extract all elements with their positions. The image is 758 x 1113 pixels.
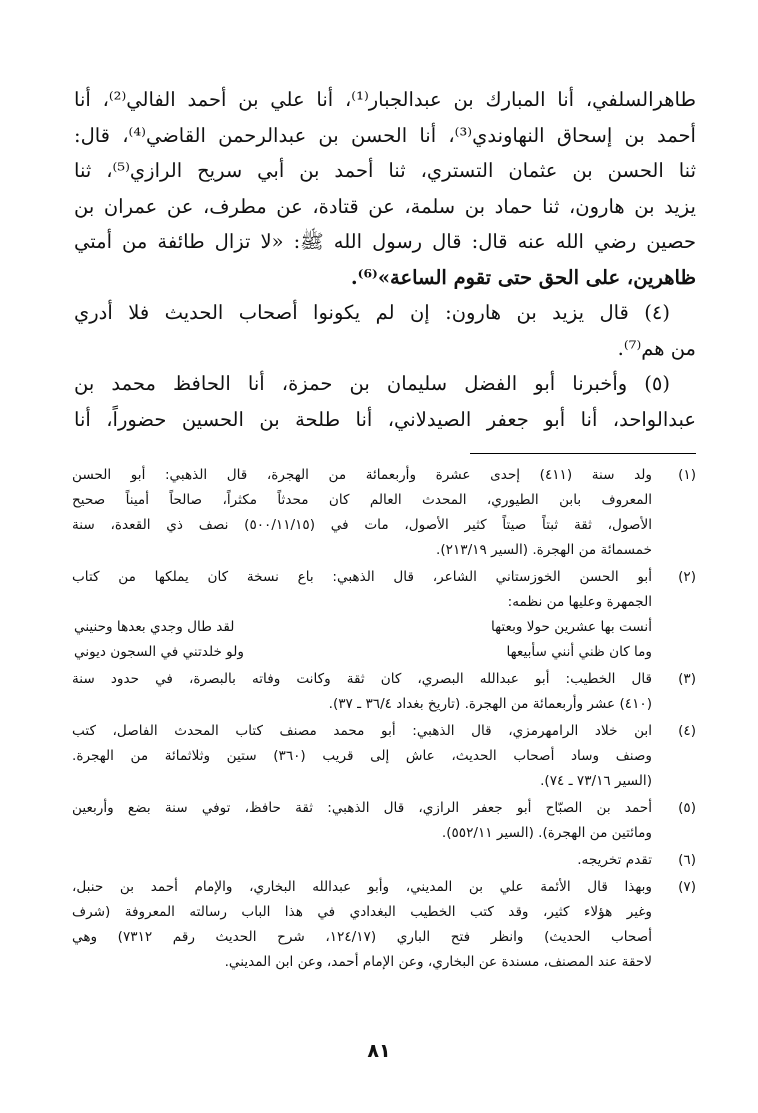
footnote-line: وبهذا قال الأئمة علي بن المديني، وأبو عبدالله البخاري، والإمام أحمد بن حنبل، xyxy=(72,879,652,895)
main-line: طاهرالسلفي، أنا المبارك بن عبدالجبار⁽¹⁾، أنا علي بن أحمد الفالي⁽²⁾، أنا xyxy=(74,88,696,111)
main-line: ثنا الحسن بن عثمان التستري، ثنا أحمد بن أبي سريح الرازي⁽⁵⁾، ثنا xyxy=(74,159,696,182)
footnote-2 xyxy=(72,565,696,665)
footnote-line: الأصول، ثقة ثبتاً صيتاً كثير الأصول، مات في (٥٠٠/١١/١٥) نصف ذي القعدة، سنة xyxy=(72,517,653,533)
footnote-line: خمسمائة من الهجرة. (السير ٢١٣/١٩). xyxy=(436,542,652,558)
footnote-number: (١) xyxy=(678,467,696,483)
footnote-line: ومائتين من الهجرة). (السير ٥٥٢/١١). xyxy=(441,825,652,841)
paragraph-4-line: (٤) قال يزيد بن هارون: إن لم يكونوا أصحاب الحديث فلا أدري xyxy=(74,301,670,324)
footnote-number: (٢) xyxy=(678,569,696,585)
footnote-line: تقدم تخريجه. xyxy=(577,852,652,868)
footnote-line: ابن خلاد الرامهرمزي، قال الذهبي: أبو محمد مصنف كتاب المحدث الفاصل، كتب xyxy=(72,723,652,739)
footnote-separator xyxy=(470,453,696,454)
footnote-line: وغير هؤلاء كثير، وقد كتب الخطيب البغدادي في هذا الباب رسالته المعروفة (شرف xyxy=(72,904,652,920)
main-line: حصين رضي الله عنه قال: قال رسول الله ﷺ: «لا تزال طائفة من أمتي xyxy=(74,230,696,253)
poem-verse xyxy=(72,615,652,640)
footnote-body xyxy=(72,463,652,563)
footnote-3 xyxy=(72,667,696,717)
footnote-number: (٧) xyxy=(678,879,696,895)
verse-second-hemistich: لقد طال وجدي بعدها وحنيني xyxy=(74,619,235,635)
footnote-1 xyxy=(72,463,696,563)
footnote-4 xyxy=(72,719,696,794)
footnote-number: (٣) xyxy=(678,671,696,687)
footnote-body xyxy=(72,848,652,873)
footnote-line: أصحاب الحديث) وانظر فتح الباري (١٢٤/١٧، شرح الحديث رقم ٧٣١٢) وهي xyxy=(72,929,652,945)
footnote-line: وصنف وساد أصحاب الحديث، عاش إلى قريب (٣٦٠) ستين وثلاثمائة من الهجرة. xyxy=(72,748,652,764)
footnote-body xyxy=(72,667,652,717)
paragraph-4-line: من هم⁽⁷⁾. xyxy=(617,336,696,360)
main-line: ظاهرين، على الحق حتى تقوم الساعة»⁽⁶⁾. xyxy=(350,265,696,289)
footnote-line: ولد سنة (٤١١) إحدى عشرة وأربعمائة من الهجرة، قال الذهبي: أبو الحسن xyxy=(72,467,652,483)
footnote-line: أحمد بن الصبّاح أبو جعفر الرازي، قال الذهبي: ثقة حافظ، توفي سنة بضع وأربعين xyxy=(72,800,652,816)
footnote-5 xyxy=(72,796,696,846)
footnote-body xyxy=(72,796,652,846)
page-number: ٨١ xyxy=(367,1040,391,1062)
footnote-line: قال الخطيب: أبو عبدالله البصري، كان ثقة وكانت وفاته بالبصرة، في حدود سنة xyxy=(72,671,652,687)
verse-first-hemistich: وما كان ظني أنني سأبيعها xyxy=(506,644,652,660)
footnote-line: المعروف بابن الطيوري، المحدث العالم كان محدثاً مكثراً، صالحاً أميناً صحيح xyxy=(72,492,652,508)
footnote-body xyxy=(72,565,652,665)
main-line: أحمد بن إسحاق النهاوندي⁽³⁾، أنا الحسن بن عبدالرحمن القاضي⁽⁴⁾، قال: xyxy=(74,123,696,147)
poem-verse xyxy=(72,640,652,665)
footnote-number: (٥) xyxy=(678,800,696,816)
footnote-line: أبو الحسن الخوزستاني الشاعر، قال الذهبي: باع نسخة كان يملكها من كتاب xyxy=(72,569,652,585)
paragraph-5-line: عبدالواحد، أنا أبو جعفر الصيدلاني، أنا طلحة بن الحسين حضوراً، أنا xyxy=(74,407,696,431)
footnote-line: الجمهرة وعليها من نظمه: xyxy=(507,594,652,610)
footnote-number: (٦) xyxy=(678,852,696,868)
footnote-6 xyxy=(72,848,696,873)
verse-second-hemistich: ولو خلدتني في السجون ديوني xyxy=(74,644,244,660)
footnote-body xyxy=(72,875,652,975)
footnotes xyxy=(72,463,696,977)
main-text xyxy=(74,82,696,437)
paragraph-5-line: (٥) وأخبرنا أبو الفضل سليمان بن حمزة، أنا الحافظ محمد بن xyxy=(74,372,670,395)
footnote-7 xyxy=(72,875,696,975)
main-line: يزيد بن هارون، ثنا حماد بن سلمة، عن قتادة، عن مطرف، عن عمران بن xyxy=(74,194,696,218)
footnote-number: (٤) xyxy=(678,723,696,739)
footnote-body xyxy=(72,719,652,794)
footnote-line: لاحقة عند المصنف، مسندة عن البخاري، وعن الإمام أحمد، وعن ابن المديني. xyxy=(224,954,652,970)
footnote-line: (٤١٠) عشر وأربعمائة من الهجرة. (تاريخ بغداد ٣٦/٤ ـ ٣٧). xyxy=(328,696,652,712)
verse-first-hemistich: أنست بها عشرين حولا وبعتها xyxy=(491,619,652,635)
footnote-line: (السير ٧٣/١٦ ـ ٧٤). xyxy=(540,773,652,789)
